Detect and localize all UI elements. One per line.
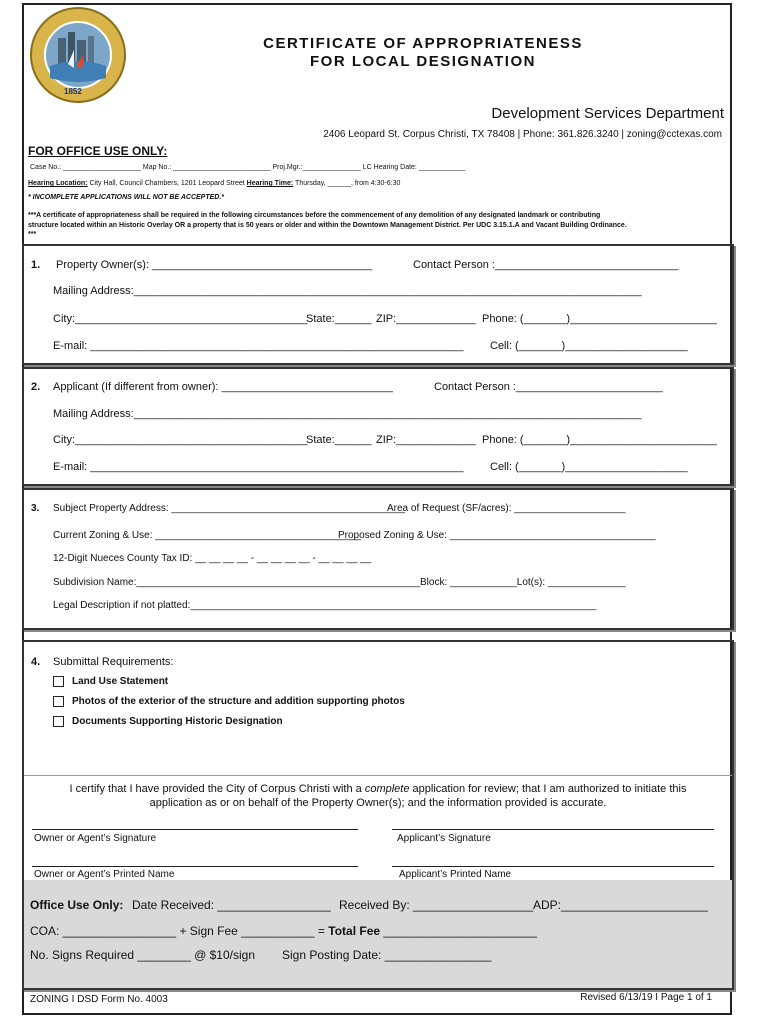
applicant-zip-field[interactable]: ZIP:_____________ xyxy=(376,434,476,446)
applicant-printed-line[interactable] xyxy=(392,866,714,867)
hearing-location-label: Hearing Location: xyxy=(28,180,88,187)
current-zoning-field[interactable]: Current Zoning & Use: _____________________________________ xyxy=(53,530,362,541)
area-request-field[interactable]: Area of Request (SF/acres): ____________________ xyxy=(387,503,626,514)
applicant-state-field[interactable]: State:______ xyxy=(306,434,372,446)
office-use-label: Office Use Only: xyxy=(30,898,124,912)
notice-line2: structure located within an Historic Overlay OR a property that is 50 years or older and within the Downtown Management District. Per UDC 3.15.1.A and Vacant Building Ordinance. xyxy=(28,222,627,229)
adp-field[interactable]: ADP:______________________ xyxy=(533,898,708,912)
certify-text-em: complete xyxy=(364,783,410,795)
coa-row[interactable] xyxy=(30,924,537,938)
owner-contact-field[interactable]: Contact Person :______________________________ xyxy=(413,259,679,271)
owner-state-field[interactable]: State:______ xyxy=(306,313,372,325)
owner-zip-field[interactable]: ZIP:_____________ xyxy=(376,313,476,325)
hearing-row xyxy=(28,180,400,187)
owner-printed-line[interactable] xyxy=(32,866,358,867)
notice-line3: *** xyxy=(28,231,37,238)
applicant-contact-field[interactable]: Contact Person :________________________ xyxy=(434,381,663,393)
signs-required-field[interactable]: No. Signs Required ________ @ $10/sign xyxy=(30,948,255,962)
applicant-mailing-field[interactable]: Mailing Address:___________________________________________________________________________________ xyxy=(53,408,642,420)
certify-divider xyxy=(24,775,732,776)
applicant-signature-label: Applicant’s Signature xyxy=(397,833,491,844)
footer-revision: Revised 6/13/19 I Page 1 of 1 xyxy=(580,992,712,1003)
photos-label: Photos of the exterior of the structure and addition supporting photos xyxy=(72,696,405,708)
hearing-time-label: Hearing Time: xyxy=(246,180,294,187)
owner-signature-label: Owner or Agent’s Signature xyxy=(34,833,157,844)
tax-id-field[interactable]: 12-Digit Nueces County Tax ID: __ __ __ __ - __ __ __ __ - __ __ __ __ xyxy=(53,553,372,564)
property-owner-field[interactable]: Property Owner(s): ____________________________________ xyxy=(56,259,373,271)
checkbox-icon[interactable] xyxy=(53,716,64,727)
owner-mailing-field[interactable]: Mailing Address:___________________________________________________________________________________ xyxy=(53,285,642,297)
seal-year: 1852 xyxy=(64,87,82,96)
department-name: Development Services Department xyxy=(491,105,724,122)
section4-number: 4. xyxy=(31,656,41,668)
case-info-row: Case No.: ____________________ Map No.: _________________________ Proj.Mgr.:_______________ LC Hearing Date: ____________ xyxy=(30,164,466,171)
checkbox-documents[interactable] xyxy=(53,716,283,727)
applicant-printed-label: Applicant’s Printed Name xyxy=(399,869,512,880)
owner-cell-field[interactable]: Cell: (_______)____________________ xyxy=(490,340,688,352)
documents-label: Documents Supporting Historic Designation xyxy=(72,716,283,728)
checkbox-photos[interactable] xyxy=(53,696,405,707)
applicant-field[interactable]: Applicant (If different from owner): ____________________________ xyxy=(53,381,393,393)
hearing-location-value: City Hall, Council Chambers, 1201 Leopard Street xyxy=(87,180,247,187)
applicant-signature-line[interactable] xyxy=(392,829,714,830)
date-received-field[interactable]: Date Received: _________________ xyxy=(132,898,331,912)
certify-text-pre: I certify that I have provided the City of Corpus Christi with a xyxy=(69,783,365,795)
sign-posting-field[interactable]: Sign Posting Date: ________________ xyxy=(282,948,492,962)
checkbox-icon[interactable] xyxy=(53,696,64,707)
owner-city-field[interactable]: City:______________________________________ xyxy=(53,313,308,325)
hearing-time-value: Thursday, ______, from 4:30-6:30 xyxy=(293,180,401,187)
legal-description-field[interactable]: Legal Description if not platted:_________________________________________________________________________ xyxy=(53,600,597,611)
subdivision-field[interactable]: Subdivision Name:___________________________________________________Block: ____________Lot(s): ______________ xyxy=(53,577,626,588)
checkbox-icon[interactable] xyxy=(53,676,64,687)
section2-number: 2. xyxy=(31,381,41,393)
applicant-city-field[interactable]: City:______________________________________ xyxy=(53,434,308,446)
section3-number: 3. xyxy=(31,503,40,514)
department-address: 2406 Leopard St. Corpus Christi, TX 78408 | Phone: 361.826.3240 | zoning@cctexas.com xyxy=(323,129,722,140)
certify-line2: application as or on behalf of the Property Owner(s); and the information provided is accurate. xyxy=(149,797,607,809)
proposed-zoning-field[interactable]: Proposed Zoning & Use: _____________________________________ xyxy=(338,530,656,541)
form-title-line1: CERTIFICATE OF APPROPRIATENESS xyxy=(263,35,583,52)
applicant-email-field[interactable]: E-mail: _____________________________________________________________ xyxy=(53,461,464,473)
total-fee-label: Total Fee xyxy=(328,924,381,938)
checkbox-land-use[interactable] xyxy=(53,676,168,687)
total-fee-field[interactable]: _______________________ xyxy=(380,924,537,938)
section1-number: 1. xyxy=(31,259,41,271)
owner-signature-line[interactable] xyxy=(32,829,358,830)
applicant-cell-field[interactable]: Cell: (_______)____________________ xyxy=(490,461,688,473)
coa-field[interactable]: COA: _________________ + Sign Fee ___________ = xyxy=(30,924,329,938)
notice-line1: ***A certificate of appropriateness shall be required in the following circumstances before the commencement of any demolition of any designated landmark or contributing xyxy=(28,212,601,219)
certify-text-post: application for review; that I am authorized to initiate this xyxy=(409,783,687,795)
office-use-heading: FOR OFFICE USE ONLY: xyxy=(28,144,168,158)
owner-phone-field[interactable]: Phone: (_______)________________________ xyxy=(482,313,717,325)
submittal-label: Submittal Requirements: xyxy=(53,656,174,668)
subject-address-field[interactable]: Subject Property Address: __________________________________________ xyxy=(53,503,405,514)
footer-form-number: ZONING I DSD Form No. 4003 xyxy=(30,994,168,1005)
owner-printed-label: Owner or Agent’s Printed Name xyxy=(34,869,175,880)
applicant-phone-field[interactable]: Phone: (_______)________________________ xyxy=(482,434,717,446)
certify-line1 xyxy=(24,783,732,795)
owner-email-field[interactable]: E-mail: _____________________________________________________________ xyxy=(53,340,464,352)
land-use-label: Land Use Statement xyxy=(72,676,169,688)
received-by-field[interactable]: Received By: __________________ xyxy=(339,898,534,912)
incomplete-notice: * INCOMPLETE APPLICATIONS WILL NOT BE ACCEPTED.* xyxy=(28,194,225,201)
form-title-line2: FOR LOCAL DESIGNATION xyxy=(310,53,536,70)
